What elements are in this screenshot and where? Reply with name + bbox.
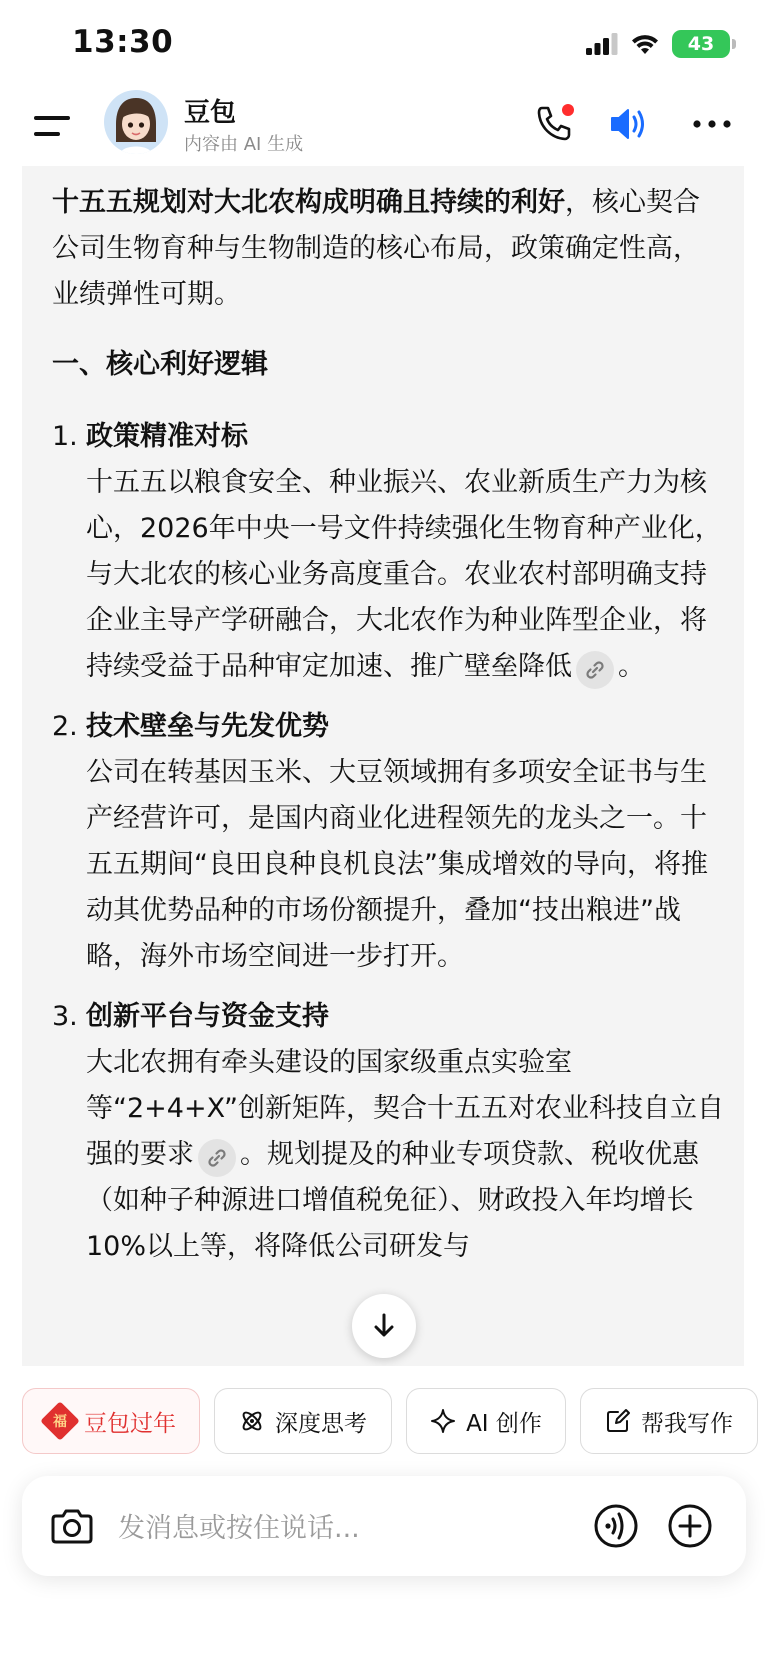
section-title: 一、核心利好逻辑 [52, 349, 268, 380]
edit-icon [605, 1408, 631, 1434]
status-icons [586, 30, 730, 58]
body-text: 大北农拥有牵头建设的国家级重点实验室等“2+4+X”创新矩阵，契合十五五对农业科技自立自强的要求 [86, 1047, 724, 1170]
list-item [52, 414, 724, 690]
list-item-body [52, 460, 724, 690]
list-item [52, 994, 724, 1270]
phone-icon [532, 102, 576, 146]
body-text: 十五五以粮食安全、种业振兴、农业新质生产力为核心，2026年中央一号文件持续强化生物育种产业化，与大北农的核心业务高度重合。农业农村部明确支持企业主导产学研融合，大北农作为种业阵型企业，将持续受益于品种审定加速、推广壁垒降低 [86, 467, 722, 682]
plus-circle-icon [667, 1503, 713, 1549]
status-bar [0, 0, 768, 88]
list-number: 2. [52, 711, 78, 742]
intro-rest: ，核心契合公司生物育种与生物制造的核心布局，政策确定性高，业绩弹性可期。 [52, 187, 700, 310]
list-item-body [52, 1040, 724, 1270]
battery-level: 43 [687, 33, 715, 55]
add-attachment-button[interactable] [664, 1500, 716, 1552]
chip-label: AI 创作 [466, 1410, 542, 1437]
wifi-icon [630, 33, 660, 55]
chip-label: 深度思考 [275, 1410, 367, 1437]
message-input[interactable]: 发消息或按住说话... [118, 1513, 360, 1544]
chip-deep-thinking[interactable] [214, 1388, 392, 1454]
body-text: 。规划提及的种业专项贷款、税收优惠（如种子种源进口增值税免征）、财政投入年均增长10%以上等，将降低公司研发与 [86, 1139, 699, 1262]
menu-icon[interactable] [34, 110, 74, 142]
link-icon [206, 1147, 228, 1169]
scroll-to-bottom-button[interactable] [352, 1294, 416, 1358]
voice-wave-icon [593, 1503, 639, 1549]
list-item-title: 技术壁垒与先发优势 [86, 711, 329, 742]
chip-label: 豆包过年 [84, 1410, 176, 1437]
bot-name: 豆包 [184, 98, 237, 128]
speaker-icon [608, 104, 652, 144]
voice-call-button[interactable] [590, 1500, 642, 1552]
camera-icon [50, 1506, 94, 1546]
more-icon [692, 119, 732, 129]
ai-disclaimer: 内容由 AI 生成 [184, 134, 304, 155]
link-icon [584, 659, 606, 681]
arrow-down-icon [369, 1311, 399, 1341]
more-options-button[interactable] [688, 100, 736, 148]
list-item-title: 创新平台与资金支持 [86, 1001, 329, 1032]
fu-icon: 福 [40, 1401, 80, 1441]
source-link-button[interactable] [198, 1139, 236, 1177]
cellular-signal-icon [586, 33, 618, 55]
chat-header [0, 88, 768, 166]
sparkle-icon [430, 1408, 456, 1434]
phone-call-button[interactable] [530, 100, 578, 148]
message-content [52, 180, 724, 1284]
list-number: 1. [52, 421, 78, 452]
avatar[interactable] [104, 90, 168, 154]
list-number: 3. [52, 1001, 78, 1032]
list-item [52, 704, 724, 980]
intro-bold: 十五五规划对大北农构成明确且持续的利好 [52, 187, 565, 218]
chip-help-write[interactable] [580, 1388, 758, 1454]
speaker-toggle-button[interactable] [606, 100, 654, 148]
battery-indicator [672, 30, 730, 58]
message-intro [52, 180, 724, 318]
chip-ai-create[interactable] [406, 1388, 566, 1454]
status-time: 13:30 [72, 24, 174, 60]
camera-button[interactable] [46, 1500, 98, 1552]
assistant-message [22, 166, 744, 1366]
body-text: 。 [618, 651, 645, 682]
atom-icon [239, 1408, 265, 1434]
list-item-title: 政策精准对标 [86, 421, 248, 452]
source-link-button[interactable] [576, 651, 614, 689]
message-input-bar [22, 1476, 746, 1576]
list-item-body: 公司在转基因玉米、大豆领域拥有多项安全证书与生产经营许可，是国内商业化进程领先的龙头之一。十五五期间“良田良种良机良法”集成增效的导向，将推动其优势品种的市场份额提升，叠加“技出粮进”战略，海外市场空间进一步打开。 [86, 757, 708, 972]
chip-new-year[interactable] [22, 1388, 200, 1454]
quick-actions-bar [0, 1366, 768, 1466]
chip-label: 帮我写作 [641, 1410, 733, 1437]
